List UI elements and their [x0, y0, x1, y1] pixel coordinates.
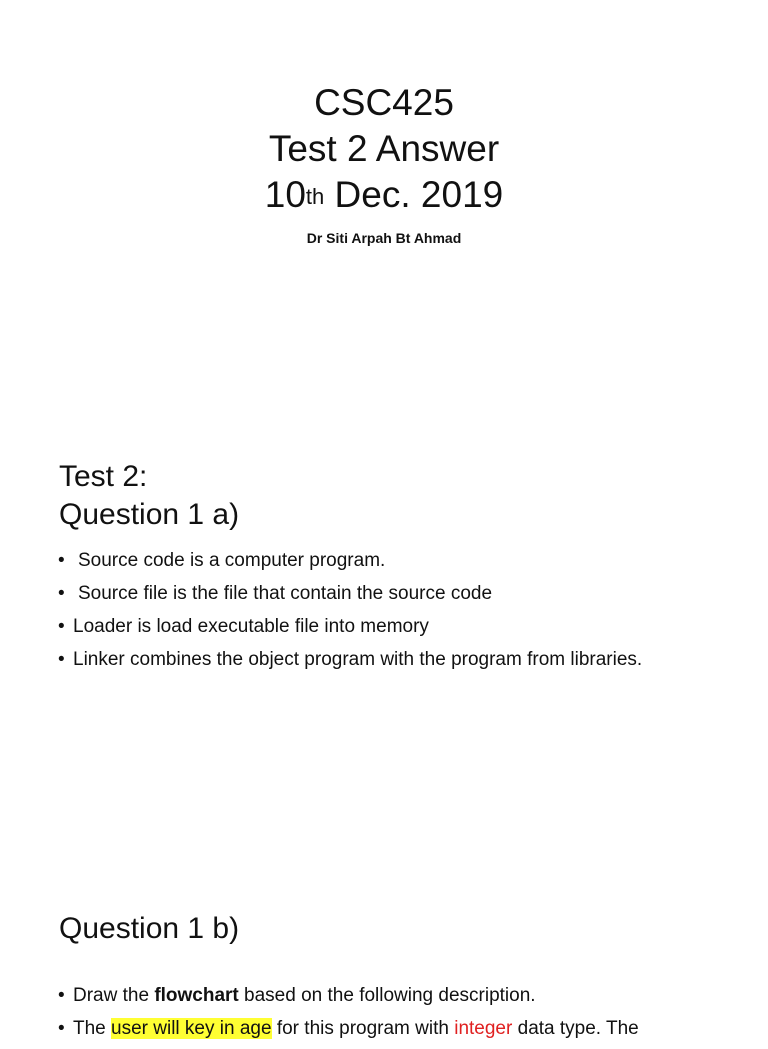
list-item — [58, 581, 642, 614]
text-run: The — [73, 1018, 112, 1039]
bullet-icon: • — [58, 583, 65, 604]
highlighted-text: user will key in age — [111, 1018, 272, 1039]
text-run: Draw the — [73, 985, 155, 1006]
bullet-icon: • — [58, 649, 65, 670]
slide-heading: Question 1 b) — [59, 912, 240, 945]
list-item-text: Loader is load executable file into memory — [73, 616, 429, 637]
bullet-icon: • — [58, 616, 65, 637]
slide-title — [0, 80, 768, 218]
course-code: CSC425 — [314, 82, 454, 123]
list-item — [58, 647, 642, 680]
list-item-text: Source file is the file that contain the source code — [78, 583, 493, 604]
list-item — [58, 548, 642, 581]
bullet-icon: • — [58, 550, 65, 571]
list-item-text — [73, 983, 536, 1016]
bullet-icon: • — [58, 1018, 65, 1039]
date-day: 10 — [264, 174, 306, 215]
list-item-text — [73, 1016, 639, 1049]
list-item — [58, 614, 642, 647]
bold-term: flowchart — [154, 985, 239, 1006]
heading-question-label: Question 1 a) — [59, 498, 240, 531]
test-title: Test 2 Answer — [268, 128, 500, 169]
heading-test-label: Test 2: — [59, 460, 148, 493]
list-item — [58, 983, 639, 1016]
question-1b-slide — [0, 840, 768, 1039]
question-list — [58, 983, 639, 1049]
text-run: for this program with — [271, 1018, 455, 1039]
text-run: based on the following description. — [238, 985, 536, 1006]
date-month-year: Dec. 2019 — [324, 174, 504, 215]
bullet-icon: • — [58, 985, 65, 1006]
answer-list — [58, 548, 642, 680]
question-1a-slide — [0, 420, 768, 840]
red-text: integer — [454, 1018, 513, 1039]
list-item-text: Source code is a computer program. — [78, 550, 386, 571]
author-name: Dr Siti Arpah Bt Ahmad — [306, 230, 462, 246]
test-date — [0, 172, 768, 218]
text-run: data type. The — [512, 1018, 639, 1039]
list-item-text: Linker combines the object program with the program from libraries. — [73, 649, 643, 670]
date-ordinal: th — [305, 184, 325, 209]
list-item — [58, 1016, 639, 1049]
slide-heading — [59, 458, 239, 534]
title-slide — [0, 0, 768, 420]
